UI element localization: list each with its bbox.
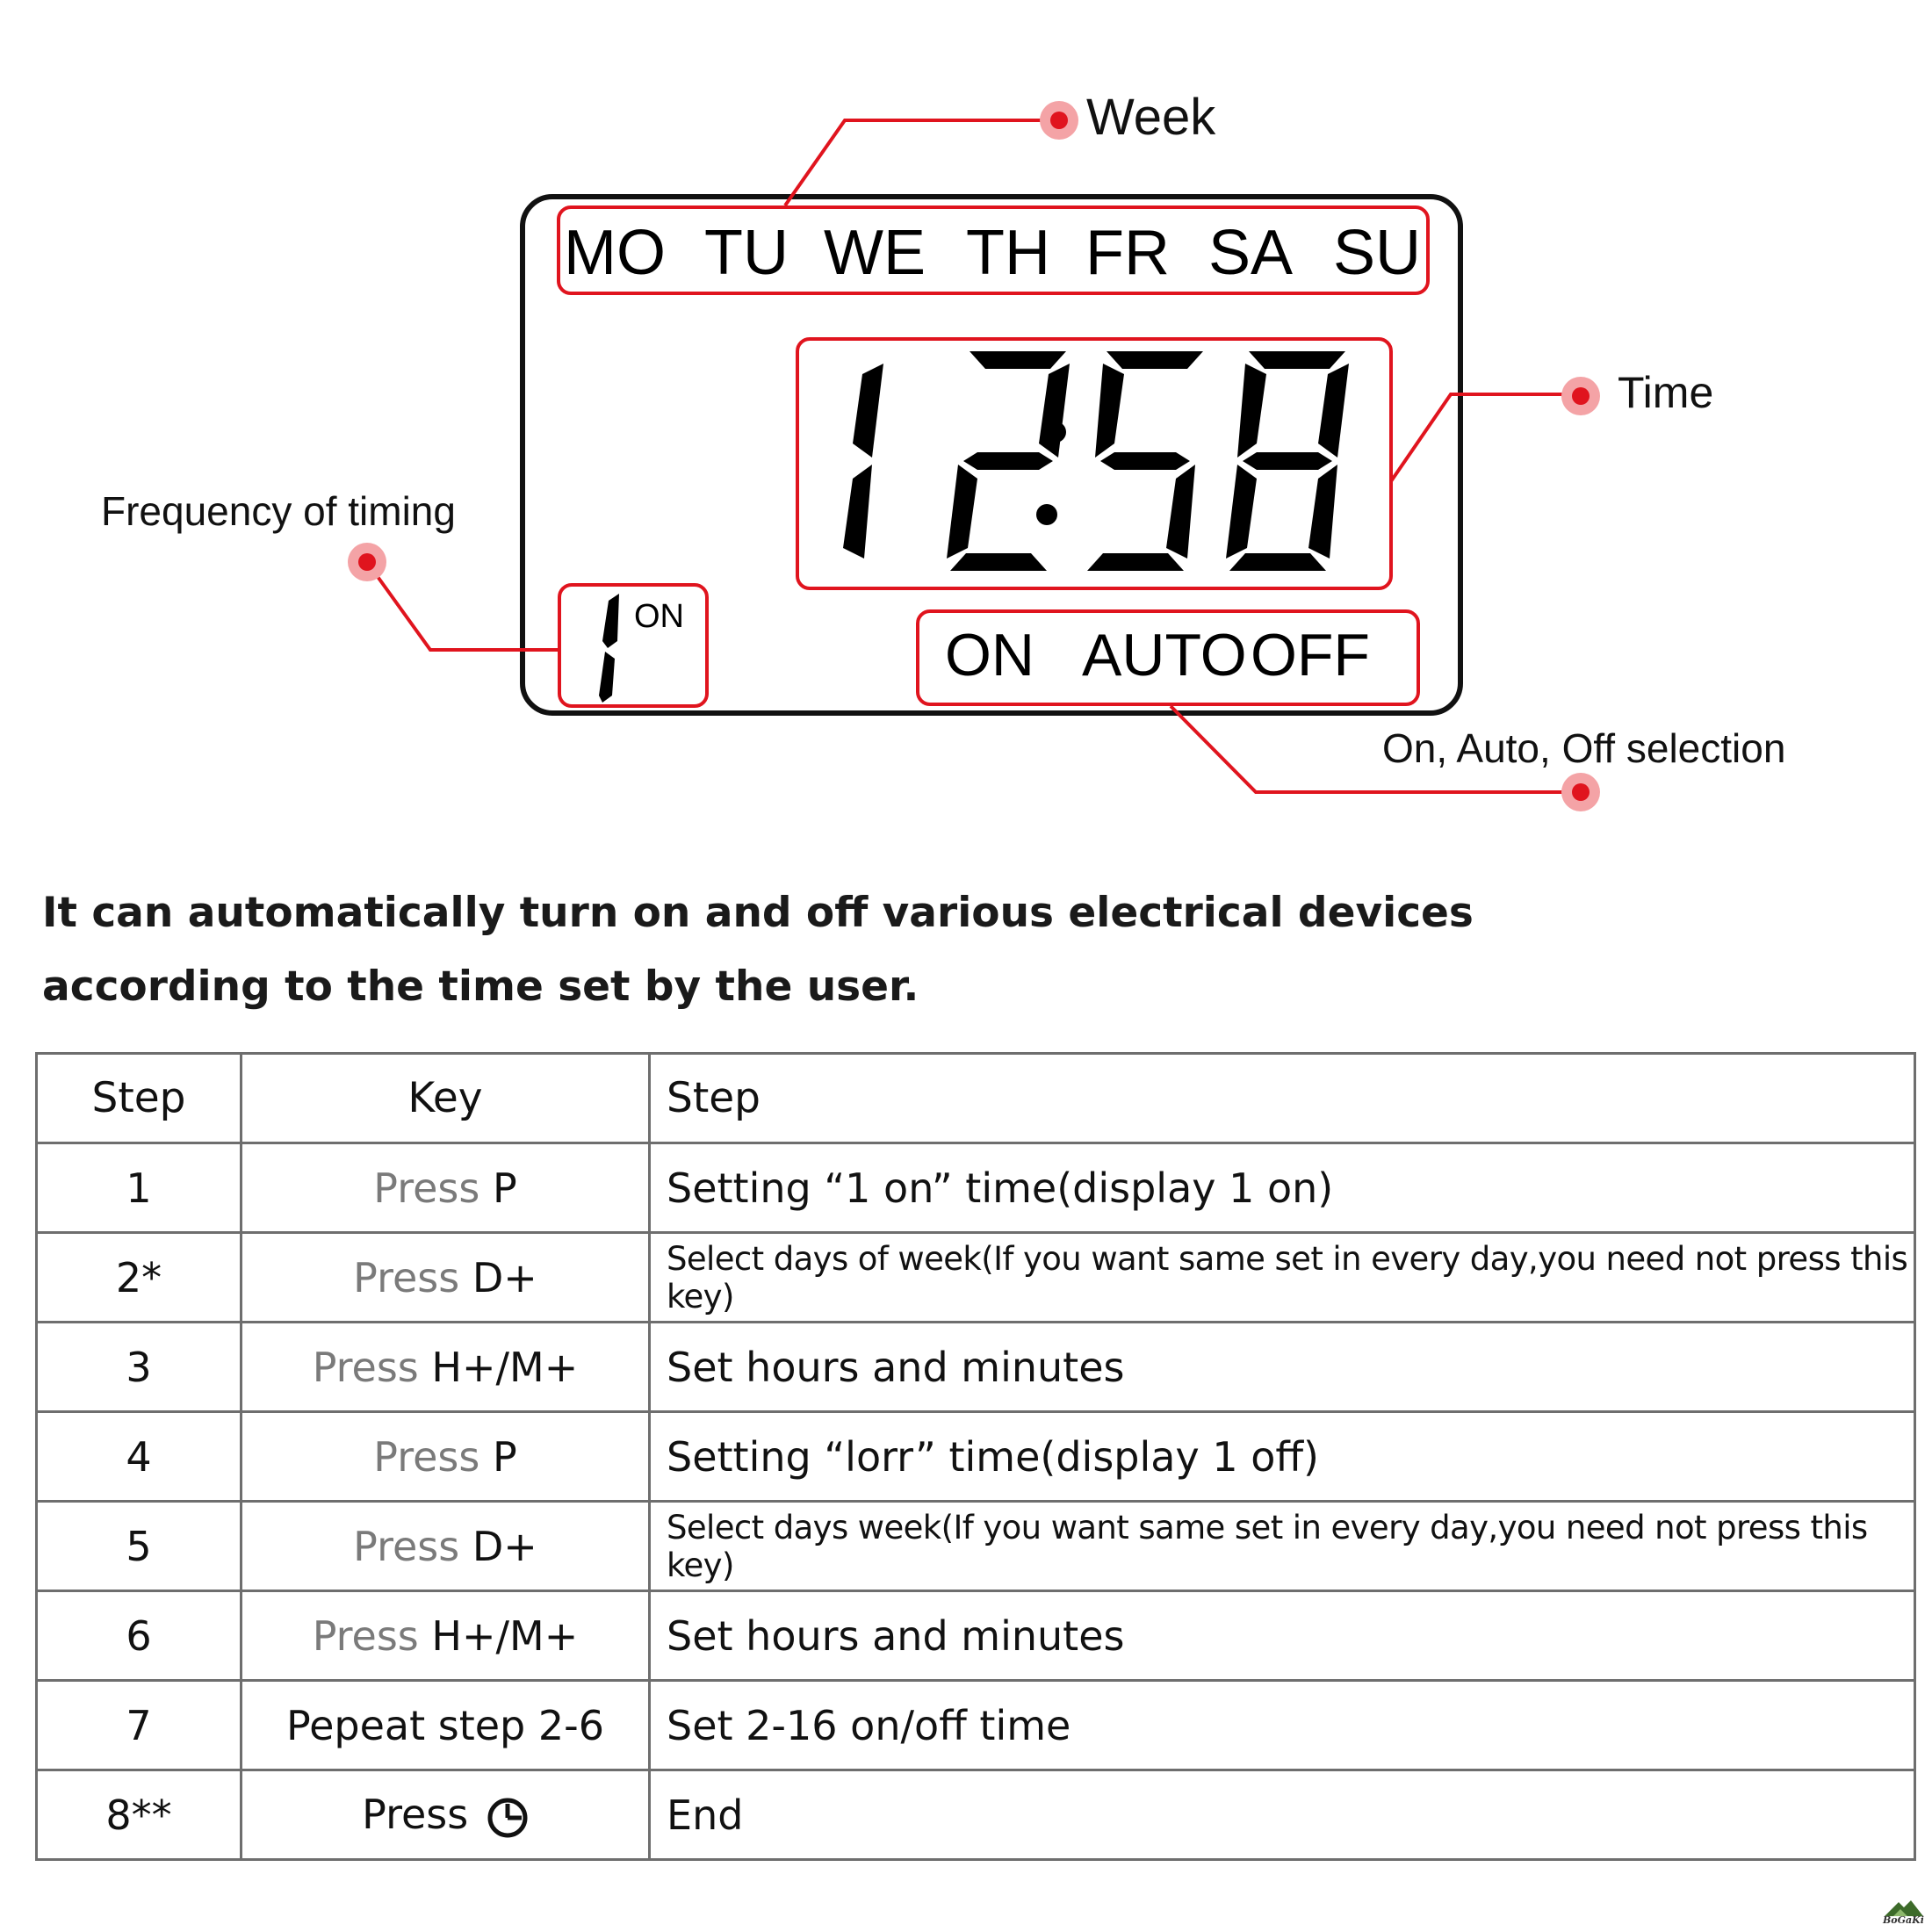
press-word: Press [312,1611,419,1660]
frequency-box [559,585,707,706]
table-row [37,1323,1915,1412]
digit-segment-d [1229,553,1326,571]
digit-segment-e [947,465,977,559]
steps-table [35,1052,1916,1861]
row-desc: Select days of week(If you want same set in every day,you need not press this key) [650,1233,1915,1323]
table-row [37,1412,1915,1502]
frequency-callout-dot [348,543,386,581]
brand-name: BoGaKi [1883,1914,1924,1926]
digit-segment-a [1107,351,1203,369]
description [42,876,1535,1024]
week-callout-line [785,120,1059,205]
table-row [37,1770,1915,1860]
week-annotation: Week [1086,89,1216,146]
row-key [242,1502,650,1591]
description-line-2: according to the time set by the user. [42,962,919,1011]
key-name: P [492,1432,517,1481]
time-callout-dot [1561,377,1600,415]
day-sa: SA [1208,218,1294,288]
digit-segment-b [1039,364,1070,458]
row-step: 1 [37,1143,242,1233]
day-mo: MO [564,218,666,288]
colon-dot [1036,504,1057,525]
frequency-on-label: ON [634,598,684,635]
row-key [242,1143,650,1233]
press-word: Press [312,1343,419,1391]
row-desc: Setting “lorr” time(display 1 off) [650,1412,1915,1502]
row-key: Pepeat step 2-6 [242,1681,650,1770]
row-step: 5 [37,1502,242,1591]
table-row [37,1502,1915,1591]
digit-segment-f [1095,364,1124,458]
digit-segment-b [1318,364,1349,458]
colon-dot [1045,422,1066,443]
table-row [37,1233,1915,1323]
row-step: 3 [37,1323,242,1412]
row-desc: Setting “1 on” time(display 1 on) [650,1143,1915,1233]
mode-auto: AUTO [1082,622,1247,688]
digit-segment-c [1166,465,1195,559]
row-key [242,1591,650,1681]
description-line-1: It can automatically turn on and off various electrical devices [42,889,1474,937]
frequency-digit [599,594,619,703]
key-name: P [492,1164,517,1212]
day-su: SU [1333,218,1422,288]
time-callout-line [1391,394,1581,481]
digit-segment-e [1226,465,1257,559]
clock-icon [487,1797,529,1839]
frequency-annotation: Frequency of timing [101,488,456,534]
digit-segment-g [963,452,1053,470]
frequency-callout-line [367,562,559,650]
row-desc: Select days week(If you want same set in every day,you need not press this key) [650,1502,1915,1591]
row-step: 6 [37,1591,242,1681]
week-callout-dot [1040,101,1078,140]
digit-segment-b [853,364,883,458]
row-step: 4 [37,1412,242,1502]
row-desc: End [650,1770,1915,1860]
press-word: Press [353,1253,460,1301]
row-step: 8** [37,1770,242,1860]
row-key [242,1233,650,1323]
row-desc: Set 2-16 on/off time [650,1681,1915,1770]
day-th: TH [966,218,1050,288]
digit-segment-f [1237,364,1266,458]
press-word: Press [373,1164,480,1212]
selection-callout-dot [1561,773,1600,811]
mode-off: OFF [1251,622,1370,688]
press-word: Press [353,1522,460,1570]
row-key [242,1412,650,1502]
row-key [242,1770,650,1860]
digit-segment-c [1308,465,1337,559]
mode-on: ON [945,622,1034,688]
day-tu: TU [704,218,789,288]
digit-segment-a [970,351,1066,369]
digit-segment-d [1087,553,1184,571]
lcd-diagram [0,0,1932,843]
digit-segment-g [1243,452,1332,470]
time-digits [843,351,1349,571]
header-key: Key [242,1054,650,1143]
digit-segment-d [950,553,1047,571]
day-we: WE [824,218,926,288]
digit-segment-g [1100,452,1190,470]
selection-annotation: On, Auto, Off selection [1382,725,1786,771]
day-fr: FR [1085,218,1170,288]
row-step: 2* [37,1233,242,1323]
header-desc: Step [650,1054,1915,1143]
table-row [37,1591,1915,1681]
row-step: 7 [37,1681,242,1770]
row-key [242,1323,650,1412]
press-word: Press [373,1432,480,1481]
key-name: D+ [472,1253,537,1301]
key-name: Press [362,1791,469,1839]
key-name: H+/M+ [431,1611,579,1660]
key-name: H+/M+ [431,1343,579,1391]
key-name: D+ [472,1522,537,1570]
digit-segment-c [843,465,872,559]
header-step: Step [37,1054,242,1143]
time-annotation: Time [1618,368,1714,417]
row-desc: Set hours and minutes [650,1323,1915,1412]
table-header-row [37,1054,1915,1143]
table-row [37,1143,1915,1233]
row-desc: Set hours and minutes [650,1591,1915,1681]
table-row [37,1681,1915,1770]
digit-segment-a [1249,351,1345,369]
